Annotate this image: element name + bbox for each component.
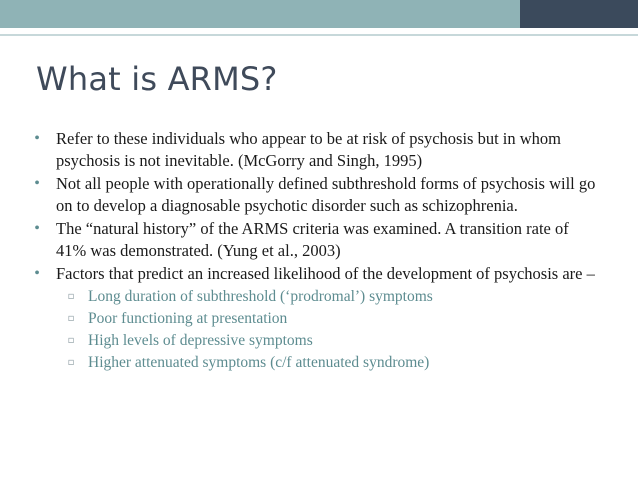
sub-bullet-item (30, 286, 600, 308)
sub-bullet-marker: ▫ (67, 357, 75, 368)
sub-bullet-item (30, 352, 600, 374)
sub-bullet-marker: ▫ (67, 313, 75, 324)
bullet-text: The “natural history” of the ARMS criteria was examined. A transition rate of 41% was demonstrated. (Yung et al., 2003) (56, 219, 569, 260)
sub-bullet-text: Long duration of subthreshold (‘prodromal’) symptoms (88, 288, 433, 305)
slide-title: What is ARMS? (36, 60, 278, 98)
bullet-marker: • (34, 265, 40, 282)
bullet-item (30, 128, 600, 172)
sub-bullet-text: Poor functioning at presentation (88, 310, 288, 327)
header-band-light (0, 0, 520, 28)
sub-bullet-item (30, 308, 600, 330)
bullet-text: Refer to these individuals who appear to be at risk of psychosis but in whom psychosis is not inevitable. (McGorry and Singh, 1995) (56, 129, 561, 170)
bullet-marker: • (34, 220, 40, 237)
sub-bullet-marker: ▫ (67, 335, 75, 346)
sub-bullet-item (30, 330, 600, 352)
header-rule (0, 34, 638, 36)
bullet-marker: • (34, 175, 40, 192)
bullet-item (30, 173, 600, 217)
bullet-marker: • (34, 130, 40, 147)
bullet-item (30, 263, 600, 285)
sub-bullet-text: High levels of depressive symptoms (88, 332, 313, 349)
bullet-text: Not all people with operationally defined subthreshold forms of psychosis will go on to develop a diagnosable psychotic disorder such as schizophrenia. (56, 174, 596, 215)
sub-bullet-marker: ▫ (67, 291, 75, 302)
bullet-item (30, 218, 600, 262)
slide-body (30, 128, 600, 374)
bullet-list (30, 128, 600, 285)
bullet-text: Factors that predict an increased likelihood of the development of psychosis are – (56, 264, 595, 283)
sub-bullet-list (30, 286, 600, 374)
sub-bullet-text: Higher attenuated symptoms (c/f attenuated syndrome) (88, 354, 430, 371)
header-band-dark (520, 0, 638, 28)
